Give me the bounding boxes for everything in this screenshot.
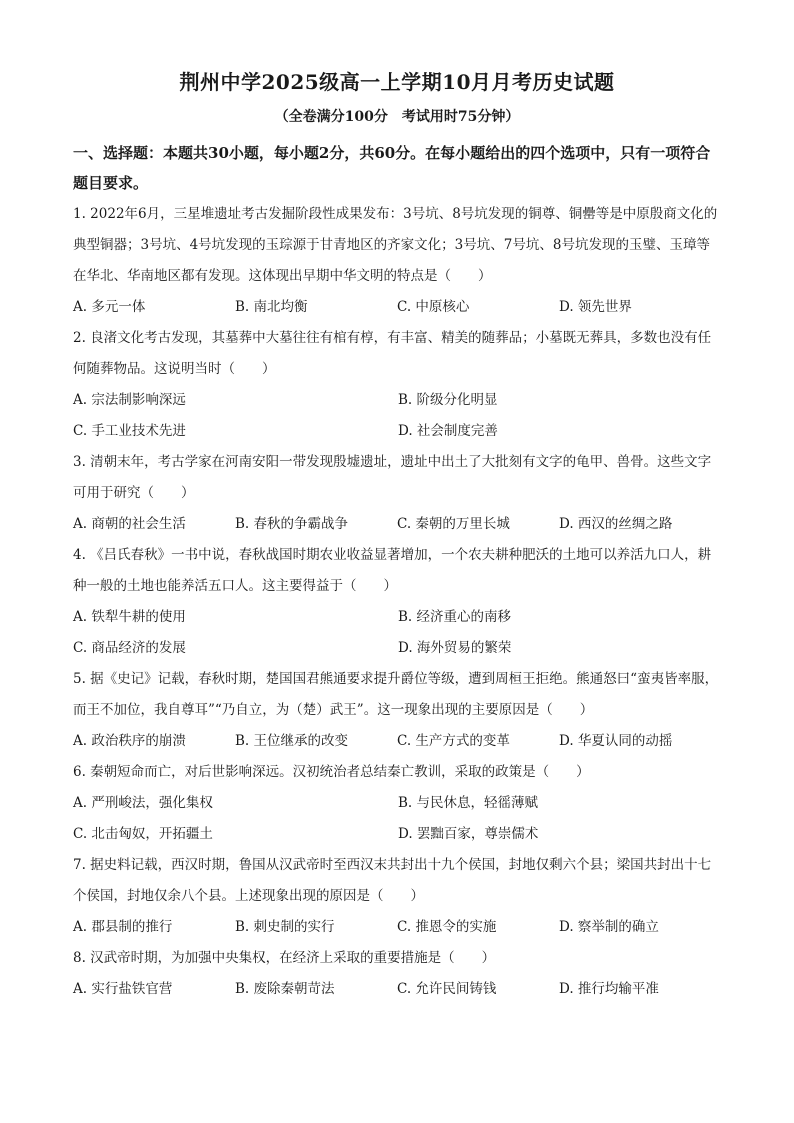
option-b: B. 废除秦朝苛法: [235, 981, 335, 997]
question-stem: 2. 良渚文化考古发现，其墓葬中大墓往往有棺有椁，有丰富、精美的随葬品；小墓既无葬具，多数也没有任何随葬物品。这说明当时（ ）: [73, 330, 712, 377]
option-d: D. 海外贸易的繁荣: [398, 640, 512, 656]
option-row: [73, 912, 723, 943]
exam-title: 荆州中学2025级高一上学期10月月考历史试题: [179, 70, 615, 94]
option-d: D. 领先世界: [559, 299, 632, 315]
option-row: [73, 974, 723, 1005]
option-a: A. 实行盐铁官营: [73, 981, 173, 997]
option-a: A. 郡县制的推行: [73, 919, 173, 935]
question-3: [73, 447, 723, 540]
option-c: C. 手工业技术先进: [73, 423, 186, 439]
option-d: D. 华夏认同的动摇: [559, 733, 673, 749]
question-7: [73, 850, 723, 943]
option-b: B. 阶级分化明显: [398, 392, 498, 408]
question-1: [73, 199, 723, 323]
option-b: B. 经济重心的南移: [398, 609, 512, 625]
section-heading: 一、选择题：本题共30小题，每小题2分，共60分。在每小题给出的四个选项中，只有一项符合题目要求。: [73, 144, 711, 192]
question-stem: 6. 秦朝短命而亡，对后世影响深远。汉初统治者总结秦亡教训，采取的政策是（ ）: [73, 764, 590, 780]
exam-subtitle: （全卷满分100分 考试用时75分钟）: [274, 109, 520, 125]
option-d: D. 社会制度完善: [398, 423, 498, 439]
option-row: [73, 602, 723, 664]
option-row: [73, 385, 723, 447]
option-a: A. 严刑峻法，强化集权: [73, 795, 213, 811]
question-stem: 7. 据史料记载，西汉时期，鲁国从汉武帝时至西汉末共封出十九个侯国，封地仅剩六个县；梁国共封出十七个侯国，封地仅余八个县。上述现象出现的原因是（ ）: [73, 857, 712, 904]
question-6: [73, 757, 723, 850]
question-stem: 8. 汉武帝时期，为加强中央集权，在经济上采取的重要措施是（ ）: [73, 950, 496, 966]
option-c: C. 北击匈奴，开拓疆土: [73, 826, 213, 842]
option-b: B. 与民休息，轻徭薄赋: [398, 795, 539, 811]
question-2: [73, 323, 723, 447]
option-c: C. 商品经济的发展: [73, 640, 186, 656]
option-row: [73, 292, 723, 323]
option-c: C. 允许民间铸钱: [397, 981, 497, 997]
option-c: C. 推恩令的实施: [397, 919, 497, 935]
question-stem: 5. 据《史记》记载，春秋时期，楚国国君熊通要求提升爵位等级，遭到周桓王拒绝。熊通怒曰“蛮夷皆率服，而王不加位，我自尊耳”“乃自立，为（楚）武王”。这一现象出现的主要原因是（ ）: [73, 671, 719, 718]
question-5: [73, 664, 723, 757]
question-stem: 4. 《吕氏春秋》一书中说，春秋战国时期农业收益显著增加，一个农夫耕种肥沃的土地可以养活九口人，耕种一般的土地也能养活五口人。这主要得益于（ ）: [73, 547, 712, 594]
question-stem: 1. 2022年6月，三星堆遗址考古发掘阶段性成果发布：3号坑、8号坑发现的铜尊、铜罍等是中原殷商文化的典型铜器；3号坑、4号坑发现的玉琮源于甘青地区的齐家文化；3号坑、7号坑、8号坑发现的玉璧、玉璋等在华北、华南地区都有发现。这体现出早期中华文明的特点是（ ）: [73, 206, 718, 284]
question-list: [73, 199, 723, 1005]
option-b: B. 王位继承的改变: [235, 733, 349, 749]
question-4: [73, 540, 723, 664]
option-row: [73, 788, 723, 850]
option-c: C. 中原核心: [397, 299, 470, 315]
option-b: B. 刺史制的实行: [235, 919, 335, 935]
option-d: D. 察举制的确立: [559, 919, 659, 935]
option-d: D. 西汉的丝绸之路: [559, 516, 673, 532]
option-a: A. 宗法制影响深远: [73, 392, 186, 408]
option-b: B. 春秋的争霸战争: [235, 516, 349, 532]
option-c: C. 秦朝的万里长城: [397, 516, 510, 532]
question-8: [73, 943, 723, 1005]
question-stem: 3. 清朝末年，考古学家在河南安阳一带发现殷墟遗址，遗址中出土了大批刻有文字的龟甲、兽骨。这些文字可用于研究（ ）: [73, 454, 712, 501]
option-row: [73, 726, 723, 757]
option-a: A. 铁犁牛耕的使用: [73, 609, 186, 625]
option-a: A. 多元一体: [73, 299, 146, 315]
option-row: [73, 509, 723, 540]
option-d: D. 罢黜百家，尊崇儒术: [398, 826, 539, 842]
option-d: D. 推行均输平准: [559, 981, 659, 997]
option-a: A. 商朝的社会生活: [73, 516, 186, 532]
option-a: A. 政治秩序的崩溃: [73, 733, 186, 749]
option-b: B. 南北均衡: [235, 299, 308, 315]
option-c: C. 生产方式的变革: [397, 733, 510, 749]
